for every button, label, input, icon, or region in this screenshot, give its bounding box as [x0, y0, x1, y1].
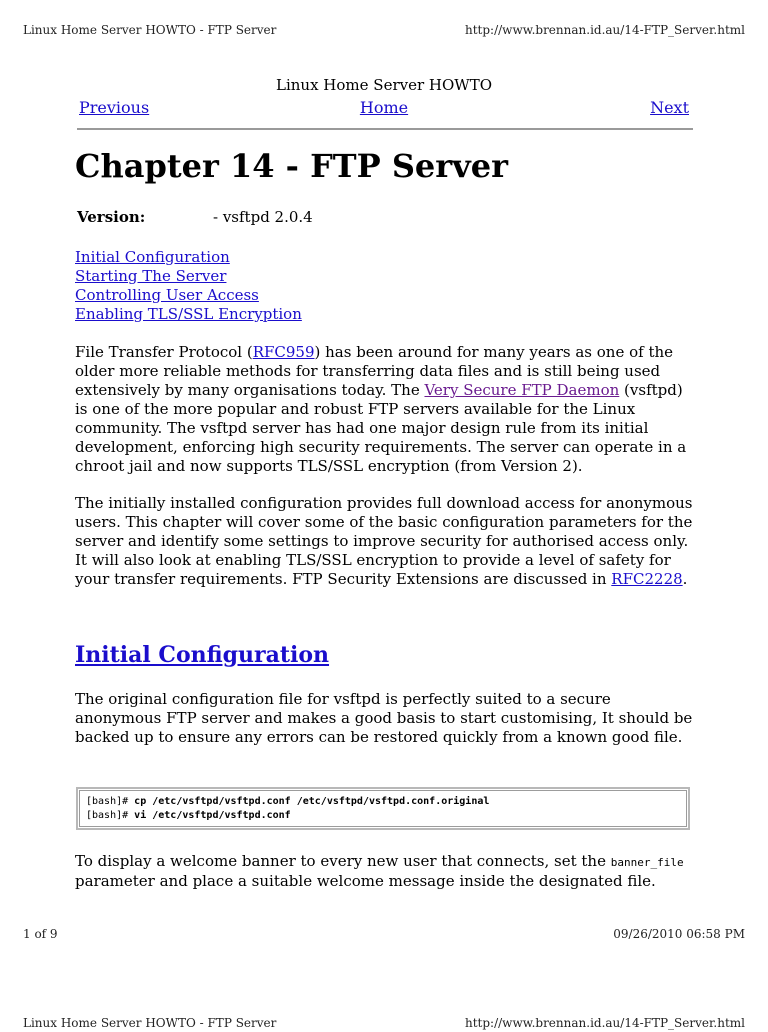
section-heading-link[interactable]: Initial Configuration [75, 642, 330, 668]
print-header-url: http://www.brennan.id.au/14-FTP_Server.html [465, 23, 745, 37]
code-block [76, 787, 690, 830]
print-datetime: 09/26/2010 06:58 PM [613, 927, 745, 941]
section-heading [75, 642, 329, 668]
previous-link[interactable]: Previous [79, 98, 150, 117]
code-prompt: [bash]# [86, 810, 135, 821]
next-page-header-title: Linux Home Server HOWTO - FTP Server [23, 1016, 277, 1030]
code-line [86, 795, 680, 809]
overview-text-1: The initially installed configuration provides full download access for anonymous users. This chapter will cover some of the basic configuration parameters for the server and identify some settings to improve security for authorised access only. It will also look at enabling TLS/SSL encryption to provide a level of safety for your transfer requirements. FTP Security Extensions are discussed in [75, 494, 693, 588]
next-page-header-url: http://www.brennan.id.au/14-FTP_Server.html [465, 1016, 745, 1030]
intro-text-2: ) has been around for many years as one of the older more reliable methods for transferring data files and is still being used extensively by many organisations today. The [75, 343, 674, 399]
rfc959-link[interactable]: RFC959 [252, 343, 315, 361]
version-line [77, 208, 313, 226]
banner-text-1: To display a welcome banner to every new user that connects, set the [75, 852, 611, 870]
intro-paragraph [75, 343, 695, 476]
banner-text-2: parameter and place a suitable welcome message inside the designated file. [75, 872, 656, 890]
page-counter: 1 of 9 [23, 927, 58, 941]
overview-text-2: . [682, 570, 688, 588]
version-label: Version: [77, 208, 146, 226]
toc-link-controlling-user-access[interactable]: Controlling User Access [75, 286, 259, 304]
toc-link-starting-the-server[interactable]: Starting The Server [75, 267, 227, 285]
intro-text-1: File Transfer Protocol ( [75, 343, 253, 361]
next-link[interactable]: Next [650, 98, 689, 117]
banner-file-code: banner_file [610, 856, 684, 869]
home-link[interactable]: Home [359, 98, 409, 117]
code-block-inner [79, 790, 687, 827]
table-of-contents [75, 248, 302, 324]
site-title: Linux Home Server HOWTO [276, 76, 492, 94]
banner-paragraph [75, 852, 695, 891]
intro-text-3: (vsftpd) is one of the more popular and robust FTP servers available for the Linux community. The vsftpd server has had one major design rule from its initial development, enforcing high security requirements. The server can operate in a chroot jail and now supports TLS/SSL encryption (from Version 2). [75, 381, 687, 475]
code-prompt: [bash]# [86, 796, 135, 807]
rfc2228-link[interactable]: RFC2228 [611, 570, 683, 588]
config-paragraph: The original configuration file for vsftpd is perfectly suited to a secure anonymous FTP server and makes a good basis to start customising, It should be backed up to ensure any errors can be restored quickly from a known good file. [75, 690, 693, 746]
nav-divider [77, 128, 693, 130]
code-command: cp /etc/vsftpd/vsftpd.conf /etc/vsftpd/vsftpd.conf.original [134, 796, 490, 807]
chapter-title: Chapter 14 - FTP Server [75, 147, 508, 185]
overview-paragraph [75, 494, 695, 589]
print-header-title: Linux Home Server HOWTO - FTP Server [23, 23, 277, 37]
next-page-header [0, 1016, 768, 1032]
top-navigation [75, 98, 693, 122]
print-header [0, 23, 768, 39]
vsftpd-link[interactable]: Very Secure FTP Daemon [424, 381, 620, 399]
code-line [86, 809, 680, 823]
version-value: - vsftpd 2.0.4 [213, 208, 313, 226]
code-command: vi /etc/vsftpd/vsftpd.conf [134, 810, 291, 821]
toc-link-enabling-tls-ssl[interactable]: Enabling TLS/SSL Encryption [75, 305, 302, 323]
print-footer [0, 927, 768, 943]
toc-link-initial-configuration[interactable]: Initial Configuration [75, 248, 230, 266]
